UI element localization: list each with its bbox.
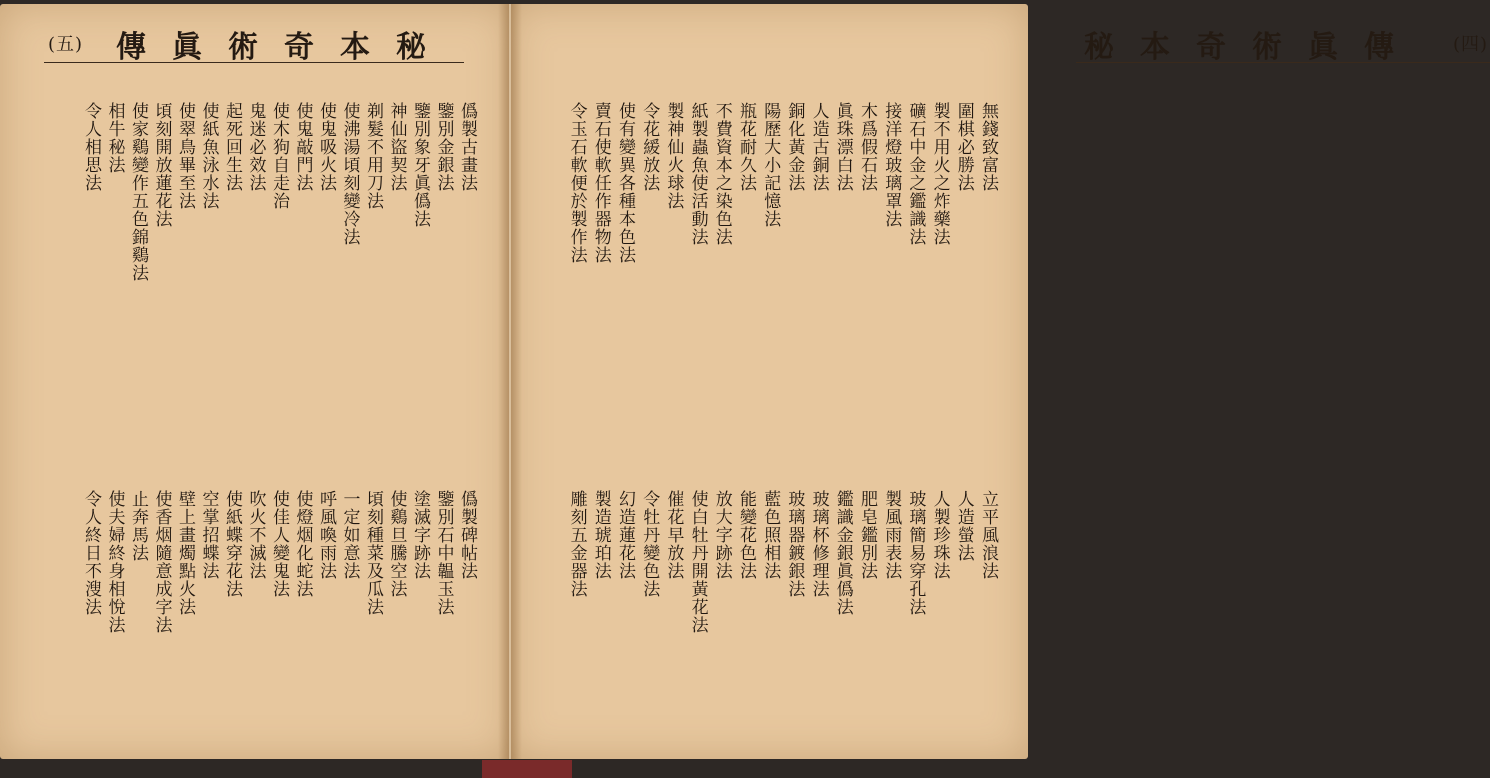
left-running-title: 傳眞術奇本秘 xyxy=(116,30,452,65)
entry-column: 銅化黃金法 xyxy=(784,102,805,192)
entry-column: 使紙蝶穿花法 xyxy=(222,490,242,598)
entry-column: 一定如意法 xyxy=(339,490,360,580)
entry-column: 使夫婦終身相悅法 xyxy=(104,490,125,634)
entry-column: 相牛秘法 xyxy=(104,102,125,174)
entry-column: 使鬼吸火法 xyxy=(316,102,336,192)
entry-column: 令人終日不溲法 xyxy=(81,490,101,616)
entry-column: 令人相思法 xyxy=(81,102,101,192)
right-page xyxy=(510,4,1488,759)
entry-column: 人造螢法 xyxy=(953,490,974,562)
spine-binding xyxy=(482,760,572,778)
entry-column: 僞製碑帖法 xyxy=(457,490,477,580)
entry-column: 鑑識金銀眞僞法 xyxy=(832,490,853,616)
entry-column: 幻造蓮花法 xyxy=(615,490,635,580)
entry-column: 玻璃簡易穿孔法 xyxy=(905,490,926,616)
entry-column: 鑒別金銀法 xyxy=(433,102,454,192)
entry-column: 鑒別象牙眞僞法 xyxy=(410,102,430,228)
entry-column: 放大字跡法 xyxy=(711,490,732,580)
right-running-title: 秘本奇術眞傳 xyxy=(1084,30,1420,65)
entry-column: 陽歷大小記憶法 xyxy=(760,102,781,228)
entry-column: 雕刻五金器法 xyxy=(566,490,587,598)
entry-column: 頃刻開放蓮花法 xyxy=(151,102,172,228)
entry-column: 眞珠漂白法 xyxy=(832,102,853,192)
right-page-number: (四) xyxy=(1452,34,1488,55)
entry-column: 使紙魚泳水法 xyxy=(198,102,219,210)
entry-column: 僞製古畫法 xyxy=(457,102,477,192)
entry-column: 使香烟隨意成字法 xyxy=(151,490,172,634)
entry-column: 製神仙火球法 xyxy=(663,102,684,210)
entry-column: 頃刻種菜及瓜法 xyxy=(363,490,383,616)
entry-column: 塗滅字跡法 xyxy=(410,490,430,580)
entry-column: 吹火不滅法 xyxy=(245,490,266,580)
entry-column: 木爲假石法 xyxy=(857,102,877,192)
entry-column: 神仙盜契法 xyxy=(386,102,407,192)
entry-column: 使翠鳥畢至法 xyxy=(175,102,195,210)
entry-column: 藍色照相法 xyxy=(760,490,781,580)
entry-column: 製造琥珀法 xyxy=(590,490,611,580)
entry-column: 起死回生法 xyxy=(222,102,242,192)
entry-column: 令牡丹變色法 xyxy=(639,490,660,598)
left-page xyxy=(0,4,510,759)
entry-column: 使木狗自走治 xyxy=(269,102,289,210)
entry-column: 玻璃杯修理法 xyxy=(808,490,829,598)
entry-column: 鬼迷必效法 xyxy=(245,102,266,192)
entry-column: 人製珍珠法 xyxy=(929,490,950,580)
entry-column: 礦石中金之鑑識法 xyxy=(905,102,926,246)
entry-column: 使佳人變鬼法 xyxy=(269,490,289,598)
entry-column: 紙製蟲魚使活動法 xyxy=(687,102,708,246)
entry-column: 接洋燈玻璃罩法 xyxy=(881,102,902,228)
entry-column: 使沸湯頃刻變冷法 xyxy=(339,102,360,246)
entry-column: 肥皂鑑別法 xyxy=(857,490,877,580)
entry-column: 呼風喚雨法 xyxy=(316,490,336,580)
entry-column: 剃髮不用刀法 xyxy=(363,102,383,210)
entry-column: 壁上畫燭點火法 xyxy=(175,490,195,616)
entry-column: 令玉石軟便於製作法 xyxy=(566,102,587,264)
entry-column: 玻璃器鍍銀法 xyxy=(784,490,805,598)
right-page-header xyxy=(1076,18,1490,63)
entry-column: 空掌招蝶法 xyxy=(198,490,219,580)
entry-column: 圍棋必勝法 xyxy=(953,102,974,192)
entry-column: 製風雨表法 xyxy=(881,490,902,580)
entry-column: 不費資本之染色法 xyxy=(711,102,732,246)
entry-column: 人造古銅法 xyxy=(808,102,829,192)
entry-column: 賣石使軟任作器物法 xyxy=(590,102,611,264)
left-page-number: (五) xyxy=(48,34,84,55)
entry-column: 能變花色法 xyxy=(736,490,756,580)
entry-column: 令花緩放法 xyxy=(639,102,660,192)
entry-column: 使家鷄變作五色錦鷄法 xyxy=(128,102,148,282)
entry-column: 鑒別石中韞玉法 xyxy=(433,490,454,616)
entry-column: 瓶花耐久法 xyxy=(736,102,756,192)
entry-column: 無錢致富法 xyxy=(978,102,998,192)
entry-column: 使有變異各種本色法 xyxy=(615,102,635,264)
entry-column: 催花早放法 xyxy=(663,490,684,580)
entry-column: 使燈烟化蛇法 xyxy=(292,490,313,598)
left-page-header xyxy=(44,18,464,63)
entry-column: 使鷄旦騰空法 xyxy=(386,490,407,598)
entry-column: 止奔馬法 xyxy=(128,490,148,562)
entry-column: 使白牡丹開黃花法 xyxy=(687,490,708,634)
entry-column: 製不用火之炸藥法 xyxy=(929,102,950,246)
entry-column: 立平風浪法 xyxy=(978,490,998,580)
book-gutter xyxy=(498,4,522,759)
entry-column: 使鬼敲門法 xyxy=(292,102,313,192)
